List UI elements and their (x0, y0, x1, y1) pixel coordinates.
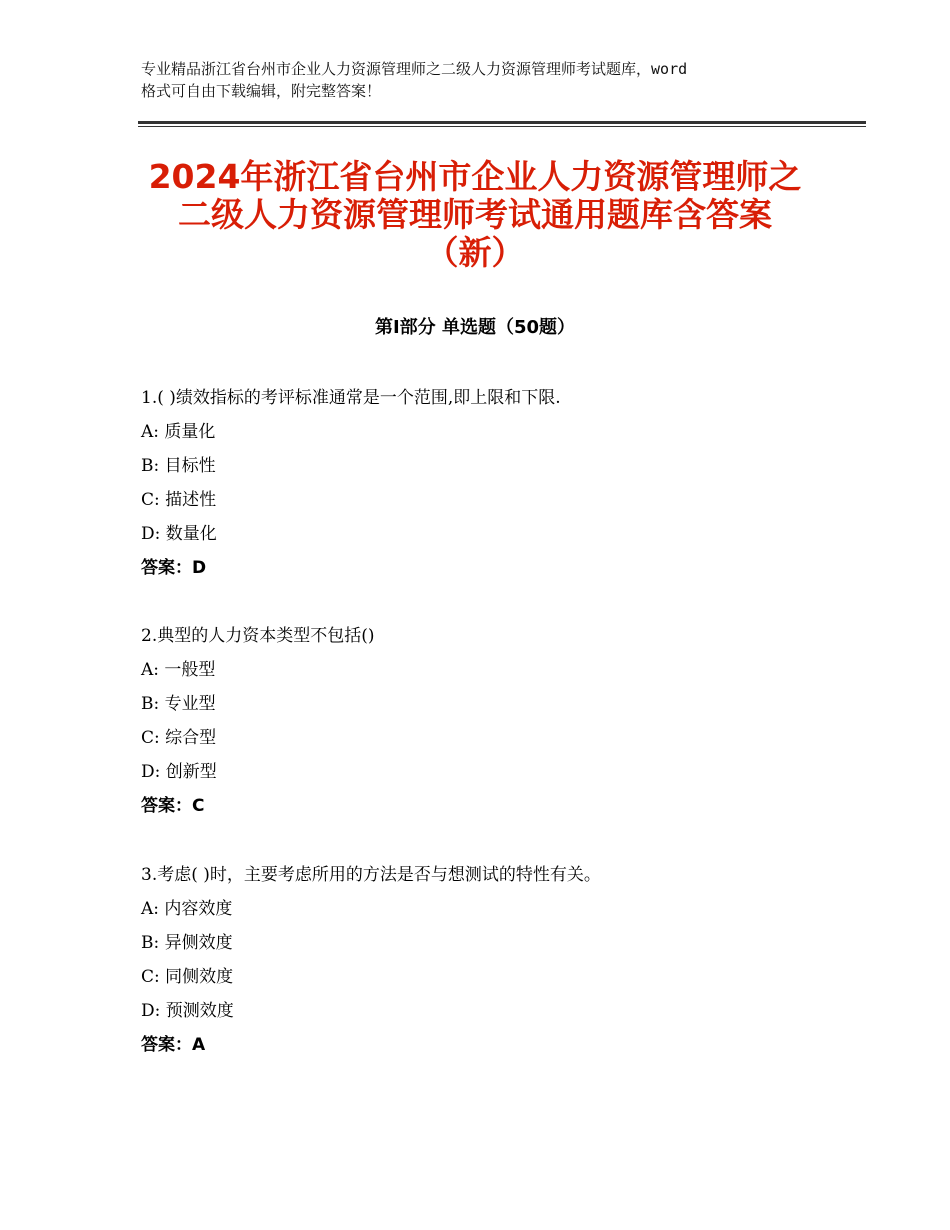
question-block-3 (141, 858, 841, 1062)
title-line-2: 二级人力资源管理师考试通用题库含答案 (178, 195, 772, 234)
option-a: A: 内容效度 (141, 899, 233, 919)
question-block-2 (141, 619, 841, 823)
option-b: B: 专业型 (141, 694, 216, 714)
header-note: 专业精品浙江省台州市企业人力资源管理师之二级人力资源管理师考试题库，word 格式可自由下载编辑，附完整答案！ (141, 60, 688, 100)
header-divider-thin (138, 126, 866, 127)
answer-line: 答案：A (141, 1035, 206, 1055)
option-d: D: 预测效度 (141, 1001, 234, 1021)
option-c: C: 综合型 (141, 728, 217, 748)
title-line-3: （新） (425, 233, 525, 272)
question-block-1 (141, 381, 841, 585)
question-text: 3.考虑( )时，主要考虑所用的方法是否与想测试的特性有关。 (141, 865, 601, 885)
option-b: B: 异侧效度 (141, 933, 233, 953)
document-title (130, 158, 820, 272)
option-a: A: 一般型 (141, 660, 216, 680)
question-text: 2.典型的人力资本类型不包括() (141, 626, 375, 646)
option-c: C: 同侧效度 (141, 967, 234, 987)
section-title: 第Ⅰ部分 单选题（50题） (374, 317, 575, 338)
option-a: A: 质量化 (141, 422, 216, 442)
option-d: D: 创新型 (141, 762, 217, 782)
answer-line: 答案：C (141, 796, 205, 816)
answer-line: 答案：D (141, 558, 207, 578)
option-b: B: 目标性 (141, 456, 216, 476)
header-divider-thick (138, 121, 866, 124)
option-c: C: 描述性 (141, 490, 217, 510)
option-d: D: 数量化 (141, 524, 217, 544)
question-text: 1.( )绩效指标的考评标准通常是一个范围,即上限和下限. (141, 388, 561, 408)
title-line-1: 2024年浙江省台州市企业人力资源管理师之 (148, 157, 802, 196)
